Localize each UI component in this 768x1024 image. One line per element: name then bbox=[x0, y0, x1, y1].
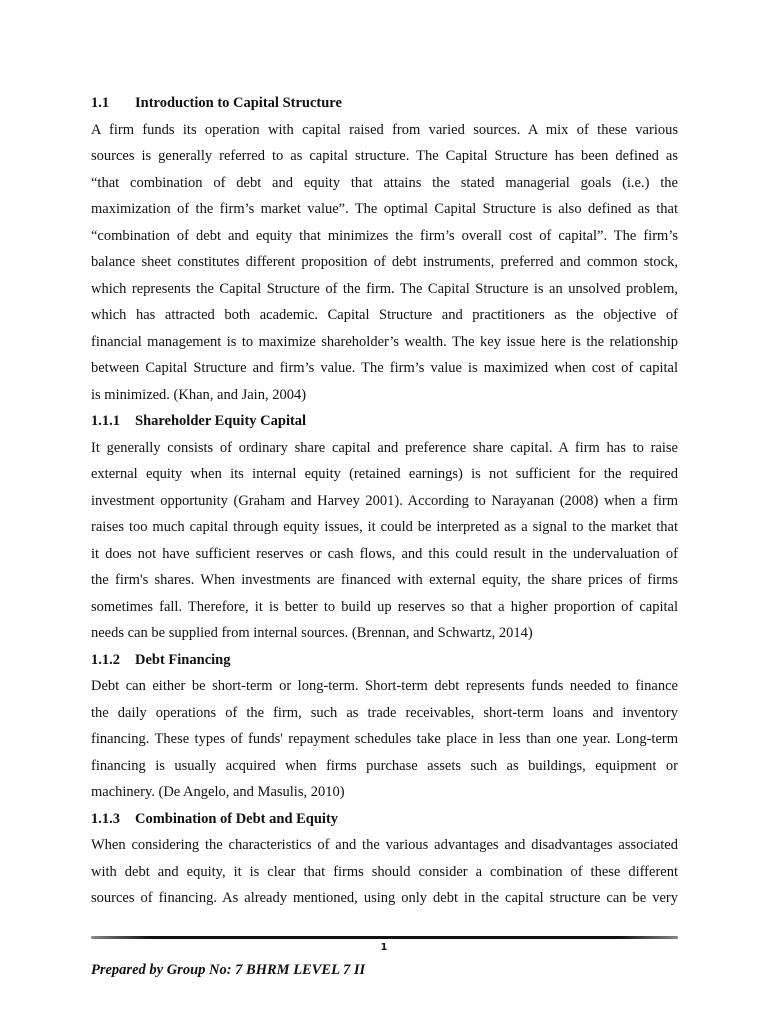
paragraph-line: raises too much capital through equity issues, it could be interpreted as a signal to the market that bbox=[91, 519, 678, 535]
paragraph-line: “combination of debt and equity that minimizes the firm’s overall cost of capital”. The firm’s bbox=[91, 227, 678, 244]
page-number: 1 bbox=[380, 942, 388, 953]
section-heading-1-1-3 bbox=[91, 806, 678, 833]
section-heading-1-1-1 bbox=[91, 408, 678, 435]
paragraph-line: financing is usually acquired when firms purchase assets such as buildings, equipment or bbox=[91, 757, 678, 774]
paragraph-line: it does not have sufficient reserves or cash flows, and this could result in the undervaluation of bbox=[91, 545, 678, 562]
paragraph-line: It generally consists of ordinary share capital and preference share capital. A firm has to raise bbox=[91, 439, 678, 456]
paragraph-line: Debt can either be short-term or long-term. Short-term debt represents funds needed to finance bbox=[91, 678, 678, 694]
section-number: 1.1.2 bbox=[91, 651, 120, 668]
paragraph-line: which has attracted both academic. Capital Structure and practitioners as the objective of bbox=[91, 307, 678, 323]
paragraph-line: external equity when its internal equity (retained earnings) is not sufficient for the required bbox=[91, 466, 678, 482]
section-heading-1-1-2 bbox=[91, 647, 678, 674]
paragraph-line: financial management is to maximize shareholder’s wealth. The key issue here is the relationship bbox=[91, 333, 678, 350]
paragraph-line: needs can be supplied from internal sources. (Brennan, and Schwartz, 2014) bbox=[91, 625, 533, 641]
paragraph-line: investment opportunity (Graham and Harvey 2001). According to Narayanan (2008) when a firm bbox=[91, 492, 678, 509]
paragraph-line: sources of financing. As already mentioned, using only debt in the capital structure can be very bbox=[91, 890, 678, 906]
section-number: 1.1.3 bbox=[91, 810, 120, 827]
paragraph-line: machinery. (De Angelo, and Masulis, 2010) bbox=[91, 784, 345, 800]
paragraph-line: sometimes fall. Therefore, it is better to build up reserves so that a higher proportion of capital bbox=[91, 598, 678, 615]
section-paragraph-1-1-1 bbox=[91, 435, 678, 647]
paragraph-line: sources is generally referred to as capital structure. The Capital Structure has been defined as bbox=[91, 148, 678, 164]
footer-prepared-by: Prepared by Group No: 7 BHRM LEVEL 7 II bbox=[91, 962, 366, 978]
section-paragraph-1-1-3 bbox=[91, 832, 678, 912]
section-heading-1-1 bbox=[91, 90, 678, 117]
paragraph-line: the firm's shares. When investments are financed with external equity, the share prices of firms bbox=[91, 572, 678, 588]
section-title: Shareholder Equity Capital bbox=[135, 413, 307, 429]
section-number: 1.1.1 bbox=[91, 413, 120, 429]
paragraph-line: A firm funds its operation with capital raised from varied sources. A mix of these various bbox=[91, 121, 678, 138]
paragraph-line: is minimized. (Khan, and Jain, 2004) bbox=[91, 386, 307, 403]
paragraph-line: “that combination of debt and equity that attains the stated managerial goals (i.e.) the bbox=[91, 174, 678, 191]
section-paragraph-1-1 bbox=[91, 117, 678, 409]
section-paragraph-1-1-2 bbox=[91, 673, 678, 806]
paragraph-line: balance sheet constitutes different proposition of debt instruments, preferred and common stock, bbox=[91, 254, 678, 270]
section-title: Debt Financing bbox=[135, 651, 231, 668]
footer-divider bbox=[91, 936, 678, 939]
paragraph-line: with debt and equity, it is clear that firms should consider a combination of these different bbox=[91, 863, 678, 880]
section-title: Combination of Debt and Equity bbox=[135, 810, 339, 827]
paragraph-line: the daily operations of the firm, such as trade receivables, short-term loans and inventory bbox=[91, 704, 678, 721]
paragraph-line: maximization of the firm’s market value”. The optimal Capital Structure is also defined as that bbox=[91, 201, 678, 217]
section-number: 1.1 bbox=[91, 95, 110, 111]
paragraph-line: which represents the Capital Structure of the firm. The Capital Structure is an unsolved problem, bbox=[91, 280, 678, 297]
paragraph-line: financing. These types of funds' repayment schedules take place in less than one year. Long-term bbox=[91, 731, 678, 747]
section-title: Introduction to Capital Structure bbox=[135, 95, 342, 111]
paragraph-line: When considering the characteristics of and the various advantages and disadvantages associated bbox=[91, 837, 678, 853]
paragraph-line: between Capital Structure and firm’s value. The firm’s value is maximized when cost of capital bbox=[91, 360, 678, 376]
document-page bbox=[91, 90, 678, 912]
